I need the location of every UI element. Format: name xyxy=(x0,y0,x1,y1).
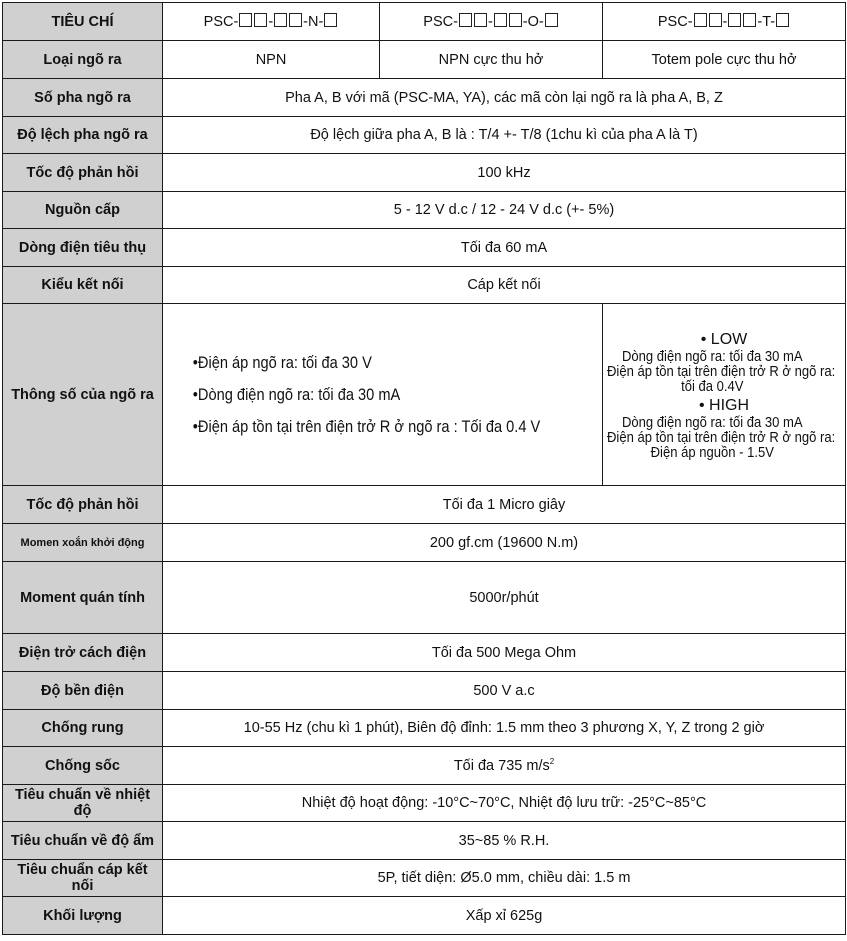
spec-label: Tiêu chuẩn về nhiệt độ xyxy=(3,785,163,822)
spec-row xyxy=(3,486,846,524)
spec-row xyxy=(3,822,846,860)
spec-value-text: 500 V a.c xyxy=(473,682,535,699)
spec-value: Cáp kết nối xyxy=(163,267,846,304)
spec-label: Nguồn cấp xyxy=(3,192,163,229)
spec-value xyxy=(163,822,846,860)
spec-row xyxy=(3,117,846,154)
spec-label: Khối lượng xyxy=(3,897,163,935)
spec-value xyxy=(163,634,846,672)
spec-row xyxy=(3,710,846,747)
high-level-line: Điện áp nguồn - 1.5V xyxy=(650,444,774,461)
spec-label: Dòng điện tiêu thụ xyxy=(3,229,163,267)
spec-row xyxy=(3,785,846,822)
spec-label: Moment quán tính xyxy=(3,562,163,634)
spec-label: Tốc độ phản hồi xyxy=(3,154,163,192)
spec-row xyxy=(3,897,846,935)
spec-row xyxy=(3,154,846,192)
spec-value-text: 5000r/phút xyxy=(469,589,539,606)
spec-label: Tiêu chuẩn cáp kết nối xyxy=(3,860,163,897)
output-spec-bullet: • Điện áp ngõ ra: tối đa 30 V xyxy=(193,347,538,379)
spec-value xyxy=(163,860,846,897)
output-spec-bullet: • Điện áp tồn tại trên điện trở R ở ngõ ra : Tối đa 0.4 V xyxy=(193,411,538,443)
high-level-title: • HIGH xyxy=(698,396,750,414)
spec-row xyxy=(3,192,846,229)
output-type-open-collector: NPN cực thu hở xyxy=(380,41,603,79)
output-spec-label: Thông số của ngõ ra xyxy=(3,304,163,486)
high-level-line: Điện áp tồn tại trên điện trở R ở ngõ ra: xyxy=(607,429,836,446)
spec-value-text: Tối đa 735 m/s xyxy=(453,757,550,774)
low-level-line: Điện áp tồn tại trên điện trở R ở ngõ ra: xyxy=(607,363,836,380)
spec-label: Độ bền điện xyxy=(3,672,163,710)
spec-label: Điện trở cách điện xyxy=(3,634,163,672)
spec-label: Tiêu chuẩn về độ ẩm xyxy=(3,822,163,860)
spec-label: Momen xoắn khởi động xyxy=(3,524,163,562)
spec-value xyxy=(163,524,846,562)
spec-row xyxy=(3,634,846,672)
spec-label: Số pha ngõ ra xyxy=(3,79,163,117)
spec-label: Kiểu kết nối xyxy=(3,267,163,304)
spec-label: Chống rung xyxy=(3,710,163,747)
superscript: 2 xyxy=(549,757,555,767)
spec-value-text: Nhiệt độ hoạt động: -10°C~70°C, Nhiệt độ lưu trữ: -25°C~85°C xyxy=(301,795,707,811)
spec-value xyxy=(163,486,846,524)
spec-value-text: 200 gf.cm (19600 N.m) xyxy=(429,534,579,551)
output-spec-row xyxy=(3,304,846,486)
header-row xyxy=(3,3,846,41)
spec-value-text: Tối đa 500 Mega Ohm xyxy=(431,644,577,661)
low-level-line: Dòng điện ngõ ra: tối đa 30 mA xyxy=(621,348,803,365)
output-type-row xyxy=(3,41,846,79)
model-n-header: PSC- - -N- xyxy=(163,3,380,41)
model-t-header: PSC- - -T- xyxy=(603,3,846,41)
spec-row xyxy=(3,267,846,304)
output-spec-bullet: • Dòng điện ngõ ra: tối đa 30 mA xyxy=(193,379,538,411)
spec-row xyxy=(3,79,846,117)
spec-row xyxy=(3,524,846,562)
low-high-levels xyxy=(603,304,846,486)
spec-value: Tối đa 60 mA xyxy=(163,229,846,267)
spec-value xyxy=(163,747,846,785)
spec-value: Pha A, B với mã (PSC-MA, YA), các mã còn lại ngõ ra là pha A, B, Z xyxy=(163,79,846,117)
spec-row xyxy=(3,229,846,267)
spec-value-text: Xấp xỉ 625g xyxy=(465,907,543,924)
spec-table xyxy=(2,2,846,935)
criteria-header: TIÊU CHÍ xyxy=(3,3,163,41)
spec-value xyxy=(163,562,846,634)
spec-value-text: 35~85 % R.H. xyxy=(458,832,550,849)
spec-row xyxy=(3,562,846,634)
spec-value xyxy=(163,785,846,822)
spec-value xyxy=(163,672,846,710)
low-level-title: • LOW xyxy=(700,330,748,348)
high-level-line: Dòng điện ngõ ra: tối đa 30 mA xyxy=(621,414,803,431)
spec-label: Tốc độ phản hồi xyxy=(3,486,163,524)
spec-value-text: Tối đa 1 Micro giây xyxy=(442,496,566,513)
spec-value-text: 10-55 Hz (chu kì 1 phút), Biên độ đỉnh: 1.5 mm theo 3 phương X, Y, Z trong 2 giờ xyxy=(243,720,765,736)
spec-value: Độ lệch giữa pha A, B là : T/4 +- T/8 (1chu kì của pha A là T) xyxy=(163,117,846,154)
output-type-npn: NPN xyxy=(163,41,380,79)
spec-label: Độ lệch pha ngõ ra xyxy=(3,117,163,154)
spec-row xyxy=(3,747,846,785)
model-o-header: PSC- - -O- xyxy=(380,3,603,41)
spec-value: 5 - 12 V d.c / 12 - 24 V d.c (+- 5%) xyxy=(163,192,846,229)
spec-value xyxy=(163,710,846,747)
output-spec-bullets xyxy=(163,304,603,486)
spec-value-text: 5P, tiết diện: Ø5.0 mm, chiều dài: 1.5 m xyxy=(377,870,631,886)
spec-row xyxy=(3,860,846,897)
spec-label: Chống sốc xyxy=(3,747,163,785)
spec-value xyxy=(163,897,846,935)
low-level-line: tối đa 0.4V xyxy=(681,378,744,395)
output-type-label: Loại ngõ ra xyxy=(3,41,163,79)
spec-value: 100 kHz xyxy=(163,154,846,192)
output-type-totem-pole: Totem pole cực thu hở xyxy=(603,41,846,79)
spec-row xyxy=(3,672,846,710)
